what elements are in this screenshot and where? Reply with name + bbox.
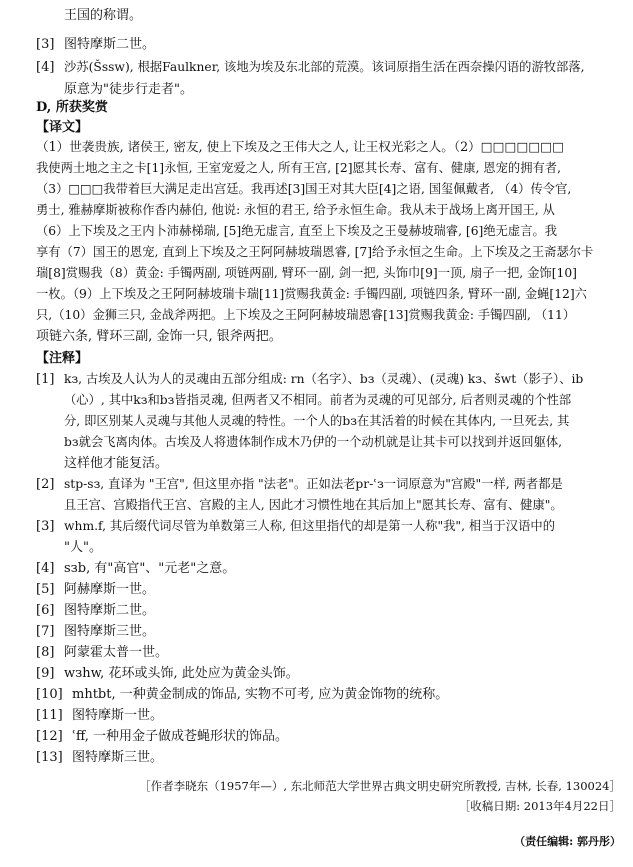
note-line: 阿蒙霍太普一世。 — [64, 645, 169, 660]
note-number: [6] — [36, 603, 55, 618]
note-line: 这样他才能复活。 — [64, 456, 169, 471]
notes-heading: 【注释】 — [36, 351, 89, 366]
footnote-number: [3] — [36, 37, 55, 52]
translation-line: 项链六条, 臂环三副, 金饰一只, 银斧两把。 — [36, 329, 282, 344]
translation-line: （6）上下埃及之王内卜沛赫梯瑞, [5]绝无虚言, 直至上下埃及之王曼赫坡瑞睿, [6]绝无虚言。我 — [36, 224, 558, 238]
note-number: [7] — [36, 624, 55, 639]
continued-note-text: 王国的称谓。 — [64, 8, 143, 23]
note-number: [13] — [36, 750, 63, 765]
note-line: 且王宫、宫殿指代王宫、宫殿的主人, 因此才习惯性地在其后加上"愿其长寿、富有、健康"。 — [64, 498, 563, 512]
note-number: [2] — [36, 477, 55, 492]
note-line: whm.f, 其后缀代词尽管为单数第三人称, 但这里指代的却是第一人称"我", 相当于汉语中的 — [64, 519, 555, 533]
footnote-text: 图特摩斯二世。 — [64, 37, 156, 52]
note-number: [1] — [36, 372, 55, 387]
note-line: ʿff, 一种用金子做成苍蝇形状的饰品。 — [72, 729, 289, 744]
note-number: [3] — [36, 519, 55, 534]
note-line: stp-sз, 直译为 "王宫", 但这里亦指 "法老"。正如法老pr-ʿз一词原意为"宫殿"一样, 两者都是 — [64, 477, 563, 491]
note-number: [4] — [36, 561, 55, 576]
note-number: [8] — [36, 645, 55, 660]
note-line: 分, 即区别某人灵魂与其他人灵魂的特性。一个人的bз在其活着的时候在其体内, 一旦死去, 其 — [64, 414, 570, 428]
note-line: （心）, 其中kз和bз皆指灵魂, 但两者又不相同。前者为灵魂的可见部分, 后者则灵魂的个性部 — [64, 393, 572, 407]
note-line: "人"。 — [64, 540, 102, 555]
note-number: [10] — [36, 687, 63, 702]
note-line: 阿赫摩斯一世。 — [64, 582, 156, 597]
translation-line: 我使两土地之主之卡[1]永恒, 王室宠爱之人, 所有王宫, [2]愿其长寿、富有、健康, 恩宠的拥有者, — [36, 161, 562, 175]
translation-line: 瑞[8]赏赐我（8）黄金: 手镯两副, 项链两副, 臂环一副, 剑一把, 头饰巾[9]一顶, 扇子一把, 金饰[10] — [36, 266, 577, 280]
note-line: 图特摩斯三世。 — [64, 624, 156, 639]
translation-line: 勇士, 雅赫摩斯被称作香内赫伯, 他说: 永恒的君王, 给予永恒生命。我从未于战场上离开国王, 从 — [36, 203, 555, 217]
editor-credit: （责任编辑: 郭丹彤） — [514, 835, 621, 848]
footnote-number: [4] — [36, 60, 55, 75]
note-line: bз就会飞离肉体。古埃及人将遗体制作成木乃伊的一个动机就是让其卡可以找到并返回躯体, — [64, 435, 563, 449]
note-line: 图特摩斯一世。 — [72, 708, 164, 723]
note-line: kз, 古埃及人认为人的灵魂由五部分组成: rn（名字）、bз（灵魂）、(灵魂) kз、šwt（影子）、ib — [64, 372, 584, 386]
note-line: 图特摩斯二世。 — [64, 603, 156, 618]
section-heading: D, 所获奖赏 — [36, 100, 108, 115]
note-line: sзb, 有"高官"、"元老"之意。 — [64, 561, 236, 576]
translation-line: （1）世袭贵族, 诸侯王, 密友, 使上下埃及之王伟大之人, 让王权光彩之人。（2）□□□□□□□ — [36, 139, 565, 154]
footnote-text: 沙苏(Šssw), 根据Faulkner, 该地为埃及东北部的荒漠。该词原指生活在西奈操闪语的游牧部落, — [64, 60, 585, 74]
translation-heading: 【译文】 — [36, 120, 89, 135]
author-info: ［作者李晓东（1957年—）, 东北师范大学世界古典文明史研究所教授, 吉林, 长春, 130024］ — [139, 779, 621, 793]
footnote-text: 原意为"徒步行走者"。 — [64, 82, 193, 97]
note-line: 图特摩斯三世。 — [72, 750, 164, 765]
note-line: wзhw, 花环或头饰, 此处应为黄金头饰。 — [64, 666, 299, 681]
note-number: [5] — [36, 582, 55, 597]
note-number: [12] — [36, 729, 63, 744]
note-number: [9] — [36, 666, 55, 681]
translation-line: 享有（7）国王的恩宠, 直到上下埃及之王阿阿赫坡瑞恩睿, [7]给予永恒之生命。上下埃及之王斋瑟尔卡 — [36, 245, 594, 259]
translation-line: （3）□□□我带着巨大满足走出宫廷。我再述[3]国王对其大臣[4]之语, 国玺佩戴者, （4）传令官, — [36, 182, 572, 196]
note-number: [11] — [36, 708, 63, 723]
received-date: ［收稿日期: 2013年4月22日］ — [458, 799, 621, 813]
translation-line: 只,（10）金狮三只, 金战斧两把。上下埃及之王阿阿赫坡瑞恩睿[13]赏赐我黄金: 手镯四副, （11） — [36, 308, 576, 322]
translation-line: 一枚。（9）上下埃及之王阿阿赫坡瑞卡瑞[11]赏赐我黄金: 手镯四副, 项链四条, 臂环一副, 金蝇[12]六 — [36, 287, 587, 301]
note-line: mhtbt, 一种黄金制成的饰品, 实物不可考, 应为黄金饰物的统称。 — [72, 687, 449, 702]
